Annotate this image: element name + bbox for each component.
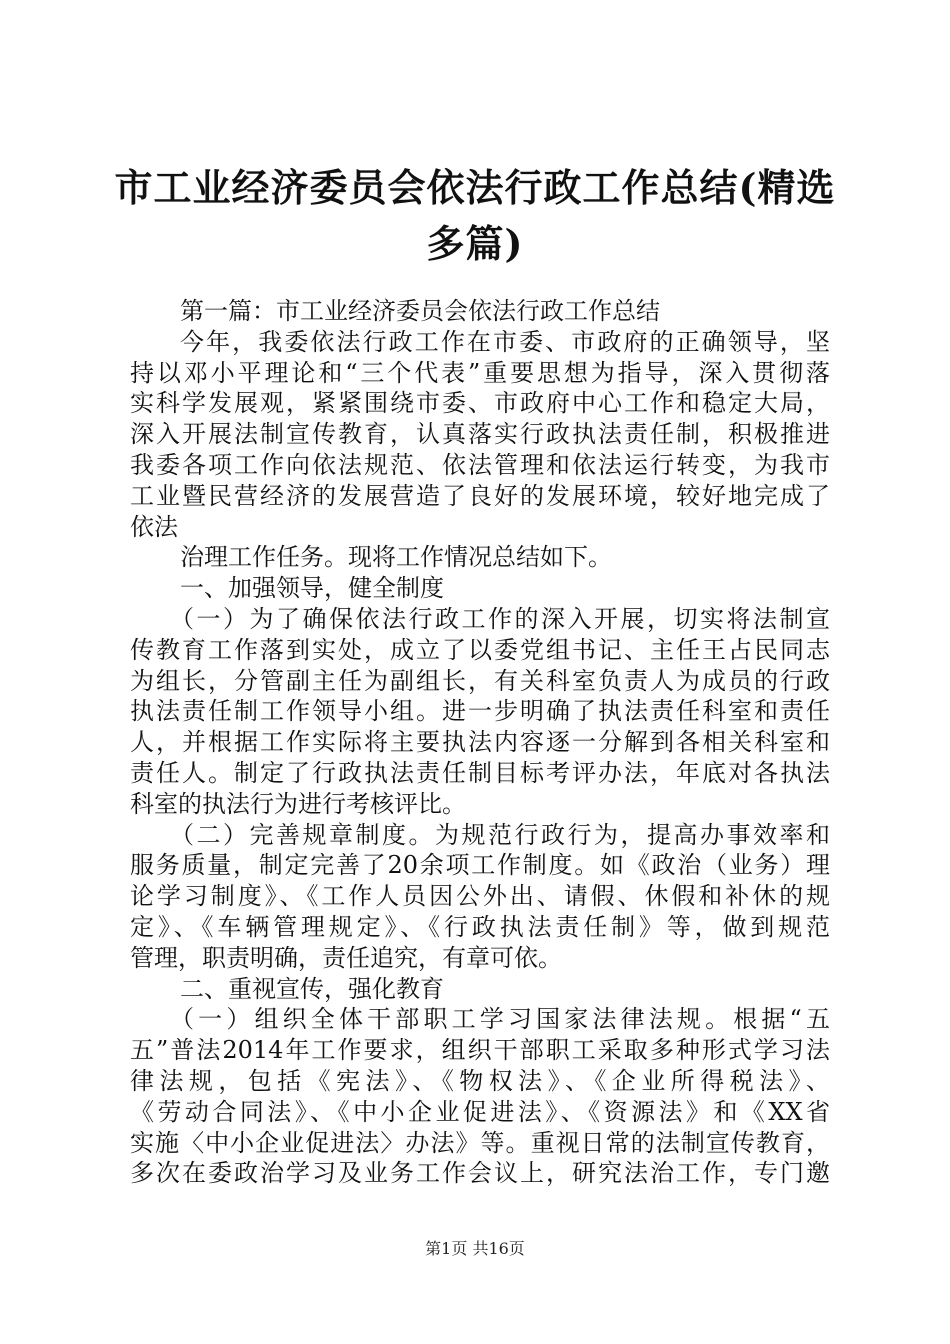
paragraph-line: 为组长，分管副主任为副组长，有关科室负责人为成员的行政: [130, 666, 830, 695]
document-body: [130, 296, 830, 1189]
section-heading: 二、重视宣传，强化教育: [180, 974, 444, 1003]
paragraph-line: 依法: [130, 512, 178, 541]
paragraph-line: 管理，职责明确，责任追究，有章可依。: [130, 943, 562, 972]
paragraph-line: （一）组织全体干部职工学习国家法律法规。根据“五: [170, 1005, 830, 1034]
paragraph-line: 实施〈中小企业促进法〉办法》等。重视日常的法制宣传教育，: [130, 1128, 830, 1157]
page-footer: 第1页 共16页: [425, 1239, 525, 1258]
paragraph-line: （二）完善规章制度。为规范行政行为，提高办事效率和: [170, 820, 830, 849]
paragraph-line: 执法责任制工作领导小组。进一步明确了执法责任科室和责任: [130, 697, 830, 726]
paragraph-line: 今年，我委依法行政工作在市委、市政府的正确领导，坚: [180, 327, 830, 356]
paragraph-line: 人，并根据工作实际将主要执法内容逐一分解到各相关科室和: [130, 728, 830, 757]
paragraph-line: 服务质量，制定完善了20余项工作制度。如《政治（业务）理: [130, 851, 830, 880]
paragraph-line: 责任人。制定了行政执法责任制目标考评办法，年底对各执法: [130, 758, 830, 787]
paragraph-line: 传教育工作落到实处，成立了以委党组书记、主任王占民同志: [130, 635, 830, 664]
section-heading: 第一篇：市工业经济委员会依法行政工作总结: [180, 297, 660, 325]
paragraph-line: 科室的执法行为进行考核评比。: [130, 789, 466, 818]
paragraph-line: 我委各项工作向依法规范、依法管理和依法运行转变，为我市: [130, 450, 830, 479]
paragraph-line: 律法规，包括《宪法》、《物权法》、《企业所得税法》、: [130, 1066, 830, 1095]
section-heading: 一、加强领导，健全制度: [180, 574, 444, 603]
paragraph-line: 五”普法2014年工作要求，组织干部职工采取多种形式学习法: [130, 1036, 830, 1065]
paragraph-line: 《劳动合同法》、《中小企业促进法》、《资源法》和《XX省: [130, 1097, 830, 1126]
paragraph-line: 实科学发展观，紧紧围绕市委、市政府中心工作和稳定大局，: [130, 389, 830, 418]
paragraph-line: 治理工作任务。现将工作情况总结如下。: [180, 543, 612, 572]
paragraph-line: 定》、《车辆管理规定》、《行政执法责任制》等，做到规范: [130, 912, 830, 941]
paragraph-line: 持以邓小平理论和“三个代表”重要思想为指导，深入贯彻落: [130, 358, 830, 387]
paragraph-line: 深入开展法制宣传教育，认真落实行政执法责任制，积极推进: [130, 420, 830, 449]
document-title: 市工业经济委员会依法行政工作总结(精选多篇): [114, 165, 836, 266]
paragraph-line: 论学习制度》、《工作人员因公外出、请假、休假和补休的规: [130, 882, 830, 911]
paragraph-line: （一）为了确保依法行政工作的深入开展，切实将法制宣: [170, 604, 830, 633]
paragraph-line: 工业暨民营经济的发展营造了良好的发展环境，较好地完成了: [130, 481, 830, 510]
paragraph-line: 多次在委政治学习及业务工作会议上，研究法治工作，专门邀: [130, 1159, 830, 1188]
